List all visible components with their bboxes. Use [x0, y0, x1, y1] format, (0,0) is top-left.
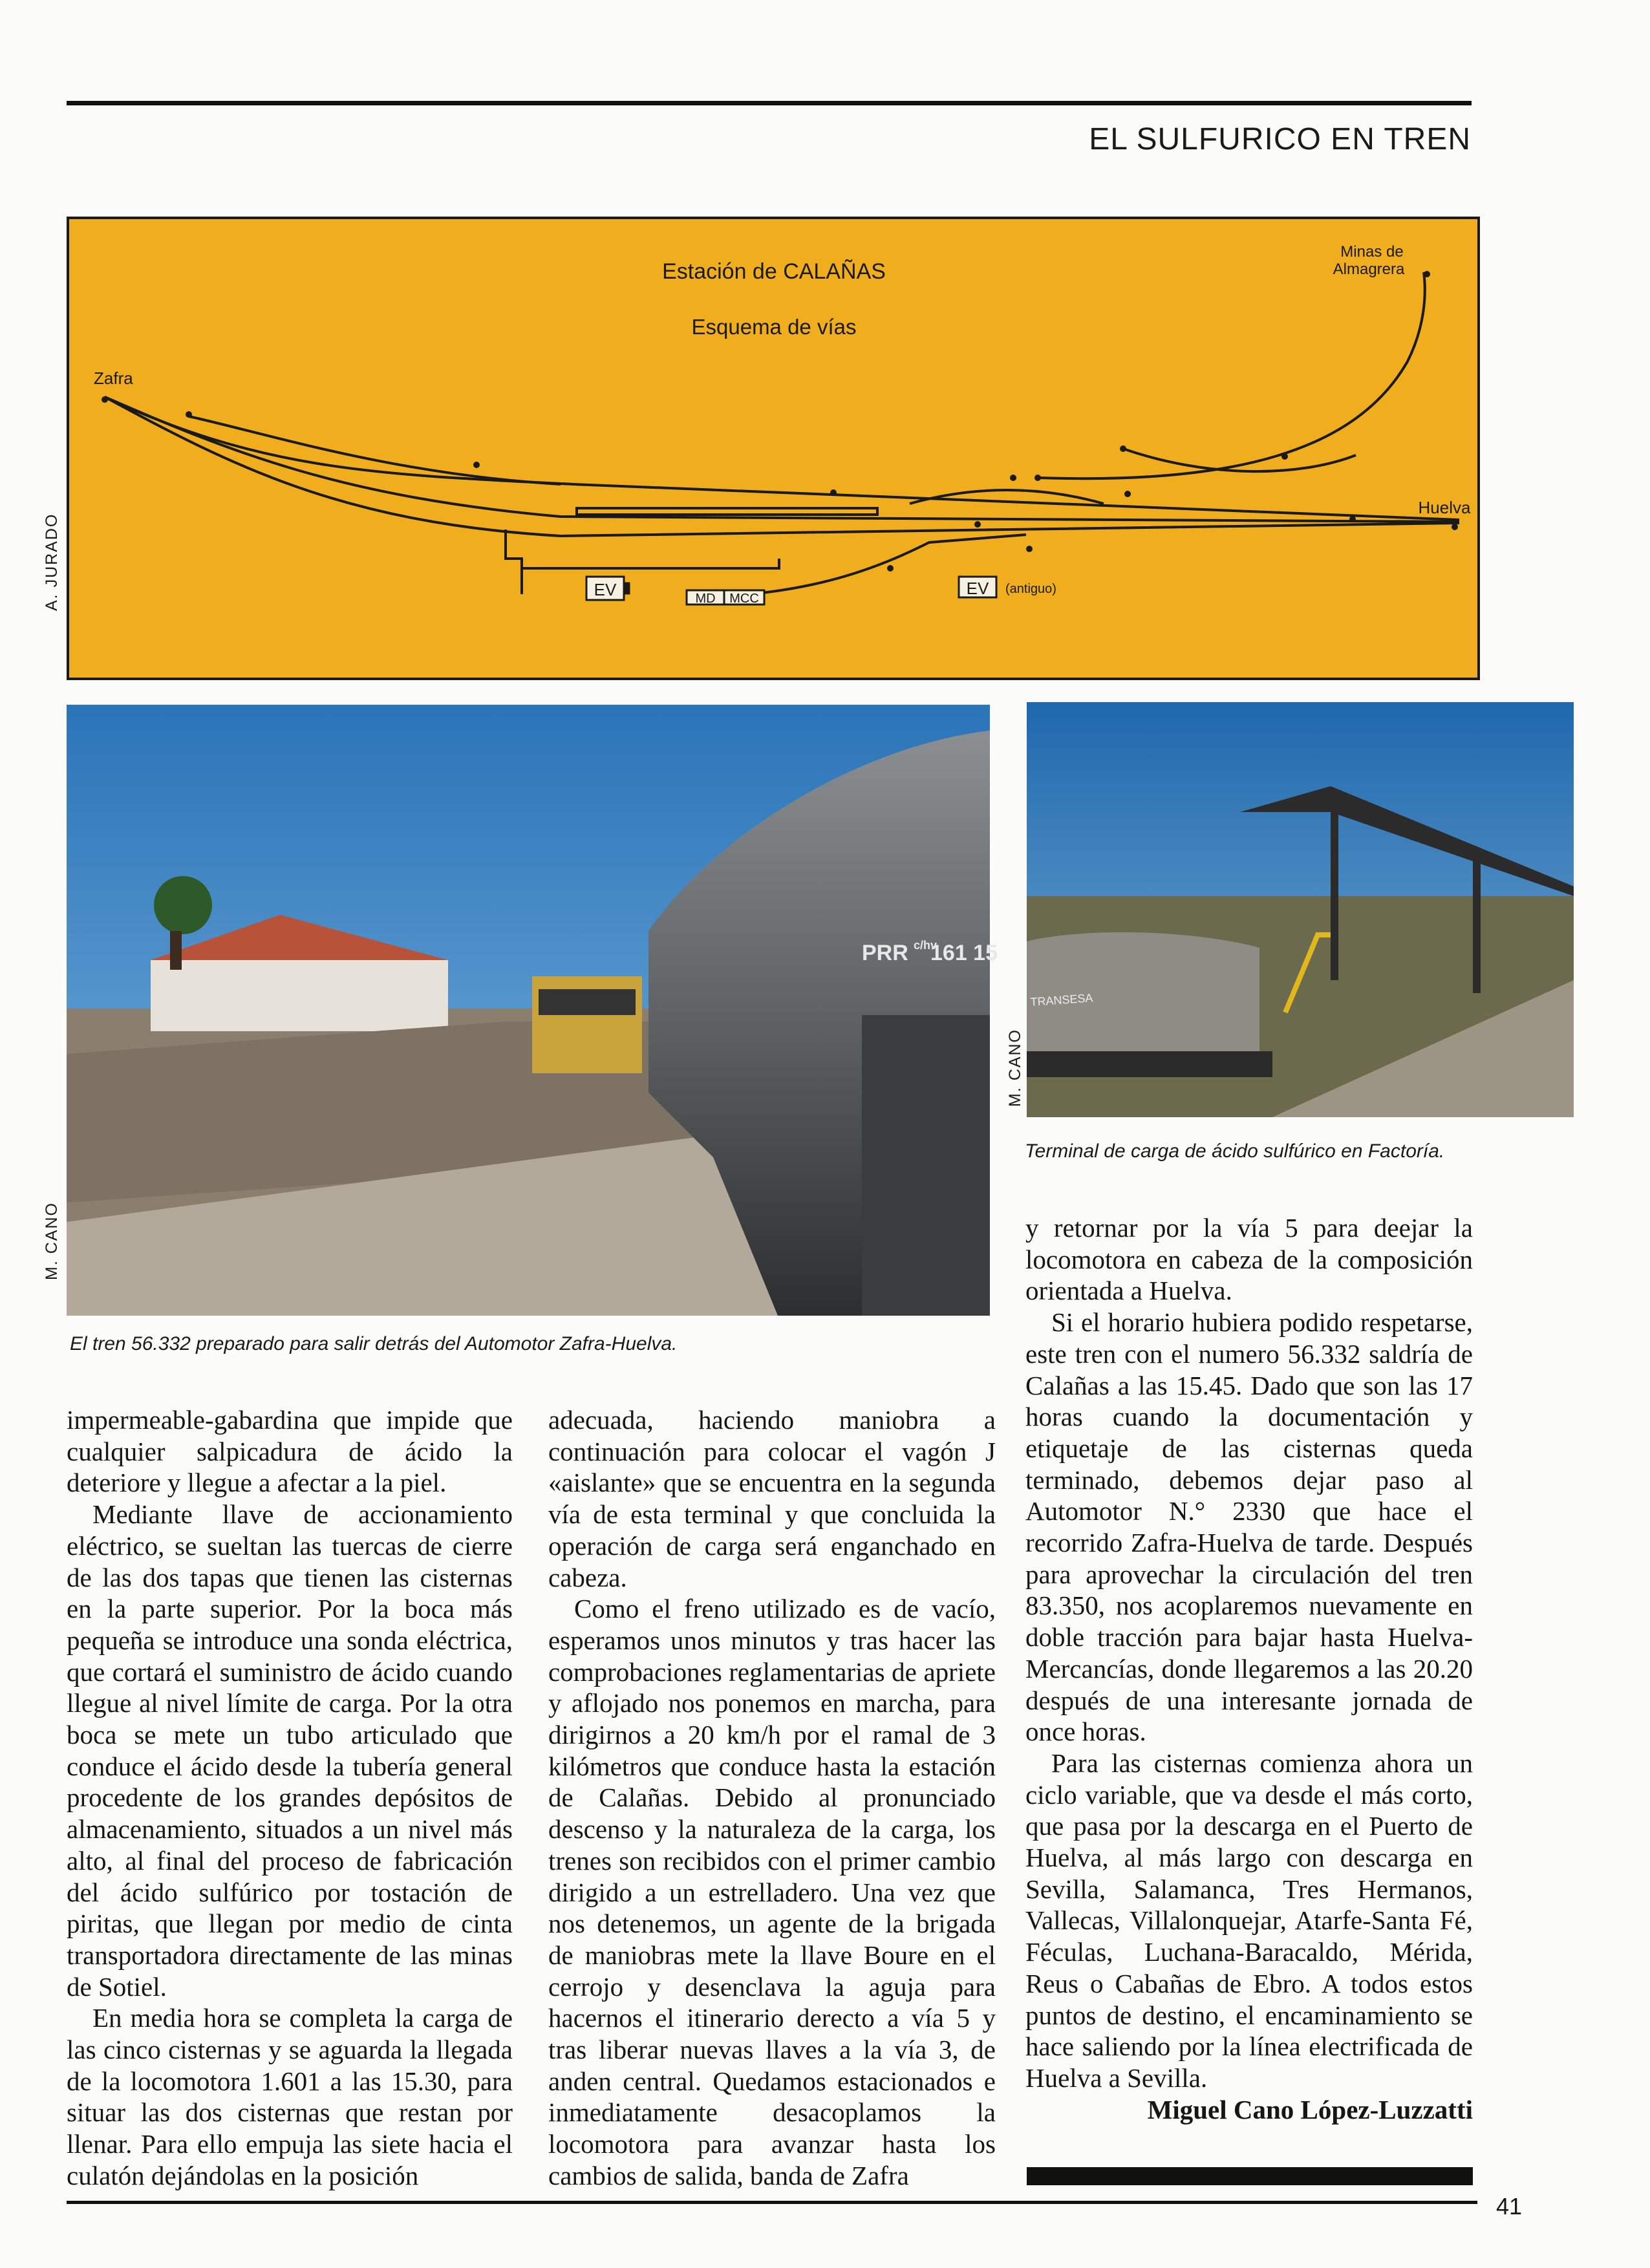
section-title: EL SULFURICO EN TREN: [1089, 122, 1471, 156]
col1-paragraph-2: Mediante llave de accionamiento eléctrico, se sueltan las tuercas de cierre de las dos tapas que tienen las cisternas en la parte superior. Por la boca más pequeña se introduce una sonda eléctrica, que cortará el suministro de ácido cuando llegue al nivel límite de carga. Por la otra boca se mete un tubo articulado que conduce el ácido desde la tubería general procedente de los grandes depósitos de almacenamiento, situados a un nivel más alto, al final del proceso de fabricación del ácido sulfúrico por tostación de piritas, que llegan por medio de cinta transportadora directamente de las minas de Sotiel.: [67, 1499, 513, 2002]
label-huelva: Huelva: [1418, 498, 1471, 517]
col1-paragraph-1: impermeable-gabardina que impide que cualquier salpicadura de ácido la deteriore y llegue a afectar a la piel.: [67, 1405, 513, 1498]
track-siding-upper: [189, 416, 561, 484]
col3-paragraph-1: y retornar por la vía 5 para deejar la locomotora en cabeza de la composición orientada a Huelva.: [1025, 1213, 1473, 1306]
body-column-2: [548, 1404, 996, 2192]
label-minas-line1: Minas de: [1340, 243, 1404, 261]
body-column-1: [67, 1404, 513, 2192]
photo-right-credit: M. CANO: [1006, 1029, 1024, 1107]
diagram-credit: A. JURADO: [43, 513, 61, 611]
track-diagram: [67, 217, 1480, 680]
end-bar: [1027, 2167, 1473, 2185]
track-minas-siding: [1123, 449, 1356, 471]
page-number: 41: [1496, 2193, 1523, 2220]
label-mcc: MCC: [729, 592, 759, 606]
footer-rule: [67, 2201, 1477, 2204]
photo-left-caption: El tren 56.332 preparado para salir detrás del Automotor Zafra-Huelva.: [70, 1333, 678, 1354]
wagon-superscript: c/hv: [914, 939, 938, 952]
photo-train-calanas: [67, 705, 998, 1316]
photo-right-caption: Terminal de carga de ácido sulfúrico en Factoría.: [1025, 1140, 1445, 1162]
col2-paragraph-2: Como el freno utilizado es de vacío, esperamos unos minutos y tras hacer las comprobaciones reglamentarias de apriete y aflojado nos ponemos en marcha, para dirigirnos a 20 km/h por el ramal de 3 kilómetros que conduce hasta la estación de Calañas. Debido al pronunciado descenso y la naturaleza de la carga, los trenes son recibidos con el primer cambio dirigido a un estrelladero. Una vez que nos detenemos, un agente de la brigada de maniobras mete la llave Boure en el cerrojo y desenclava la aguja para hacernos el itinerario derecto a vía 5 y tras liberar nuevas llaves a la vía 3, de anden central. Quedamos estacionados e inmediatamente desacoplamos la locomotora para avanzar hasta los cambios de salida, banda de Zafra: [548, 1594, 996, 2190]
body-column-3: [1025, 1212, 1473, 2125]
col3-paragraph-2: Si el horario hubiera podido respetarse, este tren con el numero 56.332 saldría de Calañas a las 15.45. Dado que son las 17 horas cuando la documentación y etiquetaje de las cisternas queda terminado, debemos dejar paso al Automotor N.° 2330 que hace el recorrido Zafra-Huelva de tarde. Después para aprovechar la circulación del tren 83.350, nos acoplaremos nuevamente en doble tracción para bajar hasta Huelva-Mercancías, donde llegaremos a las 20.20 después de una interesante jornada de once horas.: [1025, 1307, 1473, 1747]
platform-center: [577, 508, 877, 515]
label-ev-right: EV: [966, 579, 989, 598]
label-antiguo: (antiguo): [1005, 582, 1056, 596]
track-main-2: [105, 397, 1459, 522]
track-minas-branch: [1039, 272, 1425, 478]
col2-paragraph-1: adecuada, haciendo maniobra a continuación para colocar el vagón J «aislante» que se encuentra en la segunda vía de esta terminal y que concluida la operación de carga será enganchado en cabeza.: [548, 1405, 996, 1592]
label-minas-line2: Almagrera: [1333, 261, 1405, 278]
col1-paragraph-3: En media hora se completa la carga de las cinco cisternas y se aguarda la llegada de la locomotora 1.601 a las 15.30, para situar las dos cisternas que restan por llenar. Para ello empuja las siete hacia el culatón dejándolas en la posición: [67, 2003, 513, 2190]
author-byline: Miguel Cano López-Luzzatti: [1147, 2094, 1473, 2124]
wagon-marking: PRR: [862, 941, 908, 965]
transesa-marking: TRANSESA: [1029, 991, 1094, 1009]
track-diagram-svg: [69, 219, 1483, 683]
label-ev-left: EV: [594, 580, 617, 599]
wagon-number: 161 15: [930, 941, 998, 965]
header-rule: [67, 101, 1472, 105]
label-zafra: Zafra: [94, 369, 133, 388]
diagram-subtitle: Esquema de vías: [691, 315, 857, 339]
photo-left-credit: M. CANO: [43, 1202, 61, 1280]
diagram-title: Estación de CALAÑAS: [662, 259, 886, 284]
label-md: MD: [695, 592, 716, 606]
col3-paragraph-3: Para las cisternas comienza ahora un ciclo variable, que va desde el más corto, que pasa por la descarga en el Puerto de Huelva, al más largo con descarga en Sevilla, Salamanca, Tres Hermanos, Vallecas, Villalonquejar, Atarfe-Santa Fé, Féculas, Luchana-Baracaldo, Mérida, Reus o Cabañas de Ebro. A todos estos puntos de destino, el encaminamiento se hace saliendo por la línea electrificada de Huelva a Sevilla.: [1025, 1748, 1473, 2093]
photo-loading-terminal: [1027, 702, 1574, 1117]
track-main-1: [105, 397, 1459, 520]
